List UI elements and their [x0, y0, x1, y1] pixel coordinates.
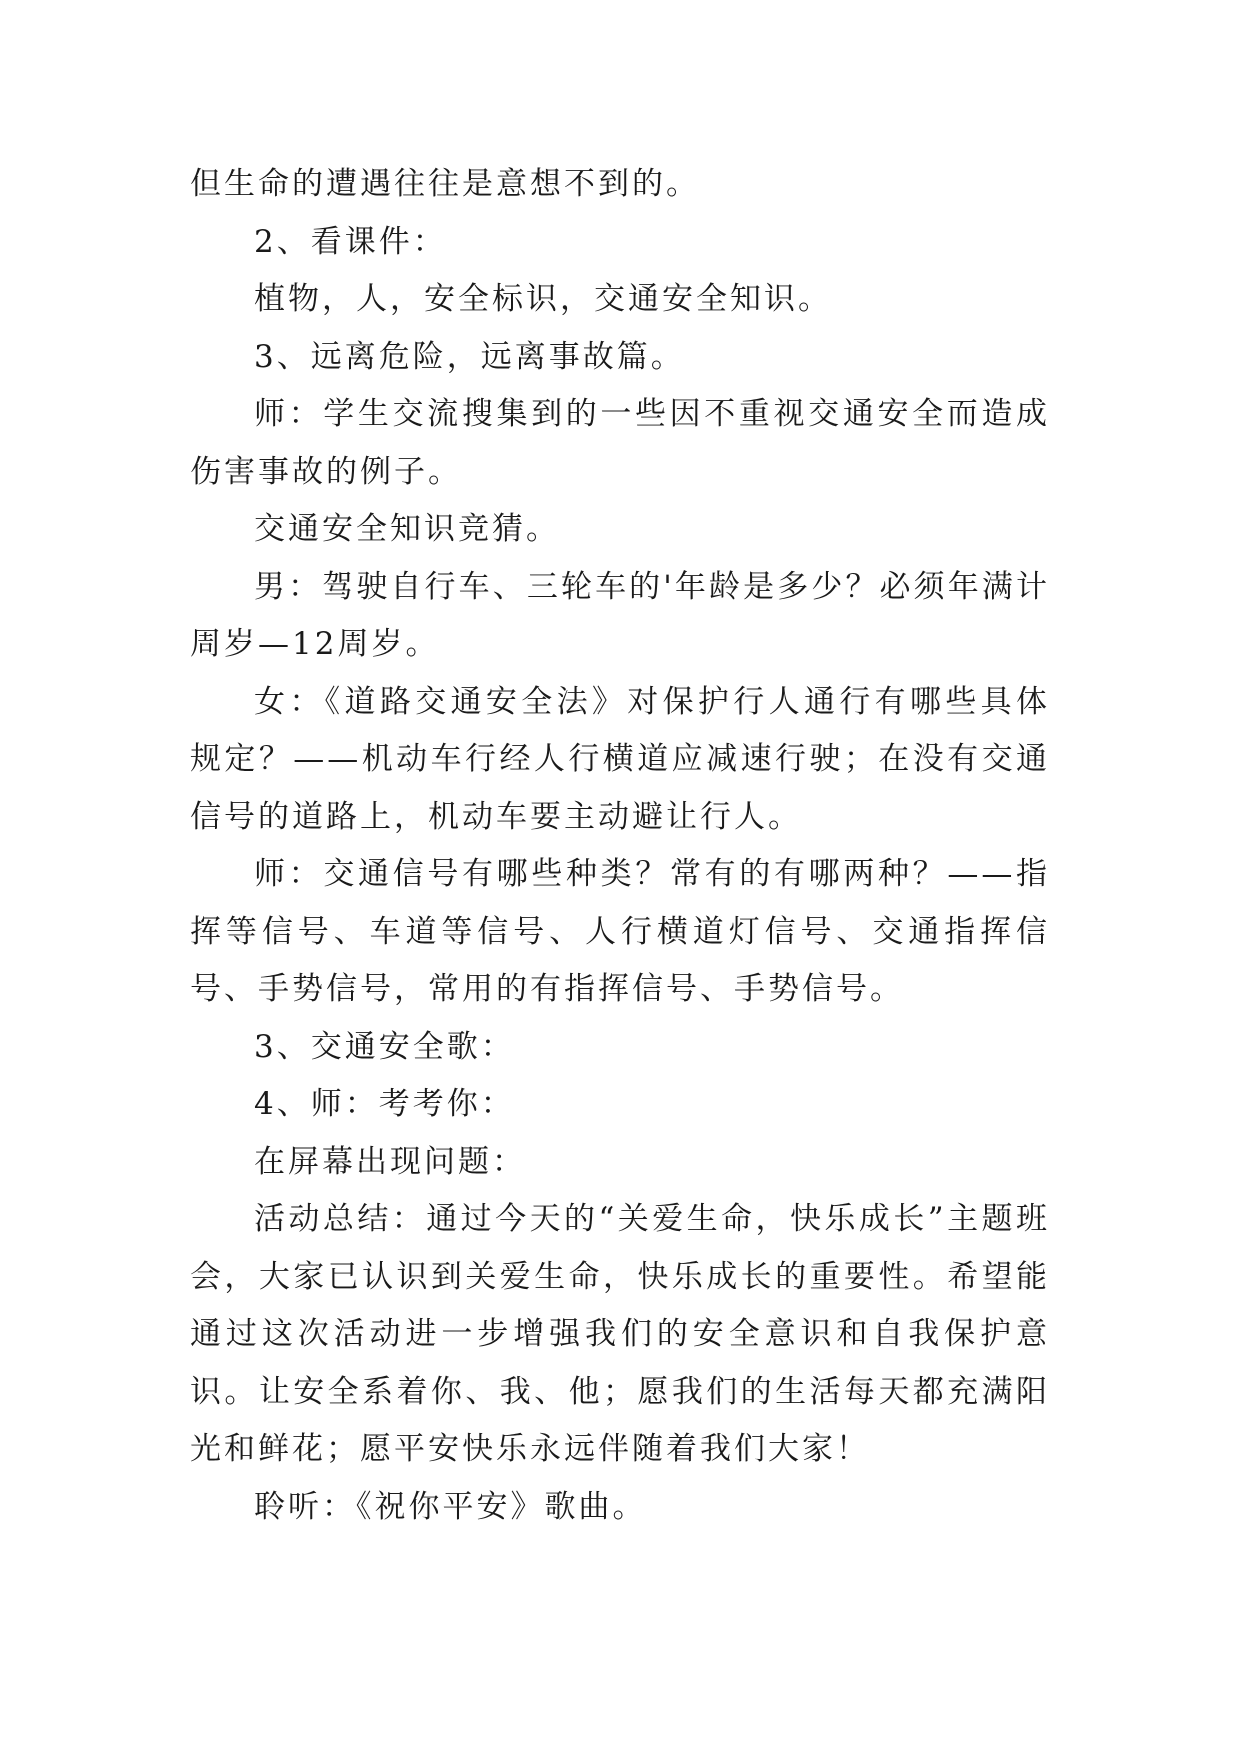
- paragraph: 师：交通信号有哪些种类？常有的有哪两种？——指挥等信号、车道等信号、人行横道灯信号、交通指挥信号、手势信号，常用的有指挥信号、手势信号。: [190, 856, 1050, 1007]
- paragraph: 交通安全知识竞猜。: [254, 511, 560, 547]
- paragraph: 男：驾驶自行车、三轮车的'年龄是多少？必须年满计周岁—12周岁。: [190, 568, 1050, 662]
- paragraph: 女：《道路交通安全法》对保护行人通行有哪些具体规定？——机动车行经人行横道应减速行驶；在没有交通信号的道路上，机动车要主动避让行人。: [190, 683, 1050, 835]
- paragraph: 师：学生交流搜集到的一些因不重视交通安全而造成伤害事故的例子。: [190, 396, 1050, 490]
- paragraph: 2、看课件：: [254, 223, 447, 260]
- document-body: [190, 156, 1050, 1536]
- paragraph: 活动总结：通过今天的“关爱生命，快乐成长”主题班会，大家已认识到关爱生命，快乐成长的重要性。希望能通过这次活动进一步增强我们的安全意识和自我保护意识。让安全系着你、我、他；愿我们的生活每天都充满阳光和鲜花；愿平安快乐永远伴随着我们大家！: [190, 1201, 1050, 1467]
- paragraph: 3、交通安全歌：: [254, 1028, 515, 1065]
- paragraph: 3、远离危险，远离事故篇。: [254, 338, 685, 375]
- paragraph: 在屏幕出现问题：: [254, 1143, 526, 1180]
- paragraph: 聆听：《祝你平安》歌曲。: [254, 1488, 647, 1525]
- paragraph: 植物，人，安全标识，交通安全知识。: [254, 281, 832, 317]
- paragraph: 4、师：考考你：: [254, 1086, 515, 1122]
- paragraph: 但生命的遭遇往往是意想不到的。: [190, 166, 700, 202]
